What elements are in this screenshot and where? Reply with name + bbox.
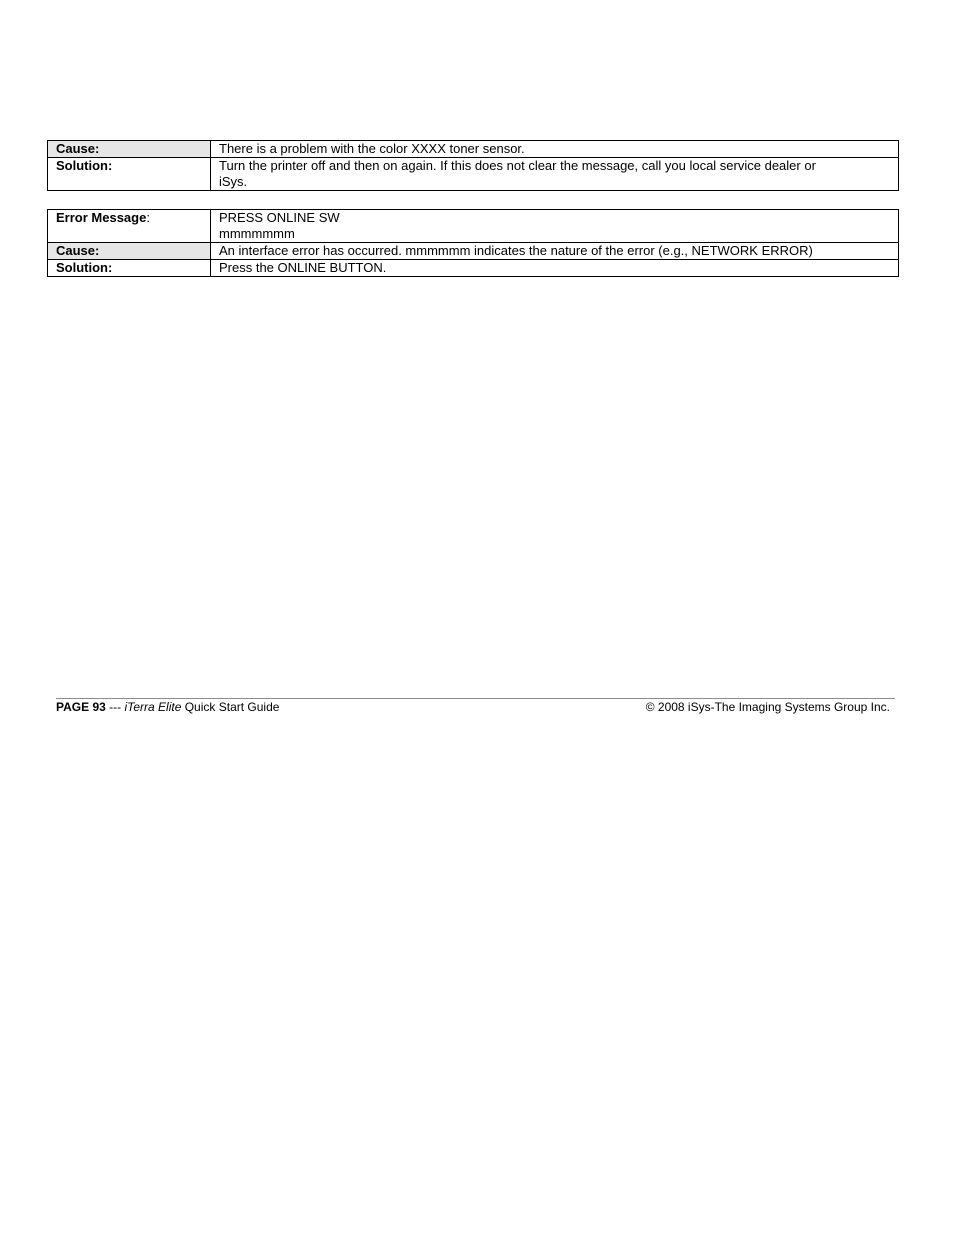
page-footer	[56, 700, 890, 715]
page-number: PAGE 93	[56, 700, 106, 714]
error-message-label: Error Message:	[48, 210, 211, 243]
guide-name: Quick Start Guide	[181, 700, 280, 714]
table-row	[48, 158, 899, 191]
footer-left	[56, 700, 279, 715]
table-row	[48, 260, 899, 277]
table-row	[48, 141, 899, 158]
error-table-toner-sensor	[47, 140, 899, 191]
solution-label: Solution:	[48, 158, 211, 191]
cause-label: Cause:	[48, 243, 211, 260]
cause-label: Cause:	[48, 141, 211, 158]
table-row	[48, 243, 899, 260]
solution-label: Solution:	[48, 260, 211, 277]
table-row	[48, 210, 899, 243]
solution-value: Press the ONLINE BUTTON.	[211, 260, 899, 277]
cause-value: An interface error has occurred. mmmmmm indicates the nature of the error (e.g., NETWORK ERROR)	[211, 243, 899, 260]
footer-separator: ---	[105, 700, 125, 714]
error-table-press-online	[47, 209, 899, 277]
cause-value: There is a problem with the color XXXX toner sensor.	[211, 141, 899, 158]
copyright: © 2008 iSys-The Imaging Systems Group Inc.	[645, 700, 890, 714]
solution-value: Turn the printer off and then on again. If this does not clear the message, call you local service dealer or iSys.	[211, 158, 899, 191]
error-message-value: PRESS ONLINE SW mmmmmmm	[211, 210, 899, 243]
footer-divider	[56, 698, 895, 699]
product-name: iTerra Elite	[124, 700, 182, 714]
